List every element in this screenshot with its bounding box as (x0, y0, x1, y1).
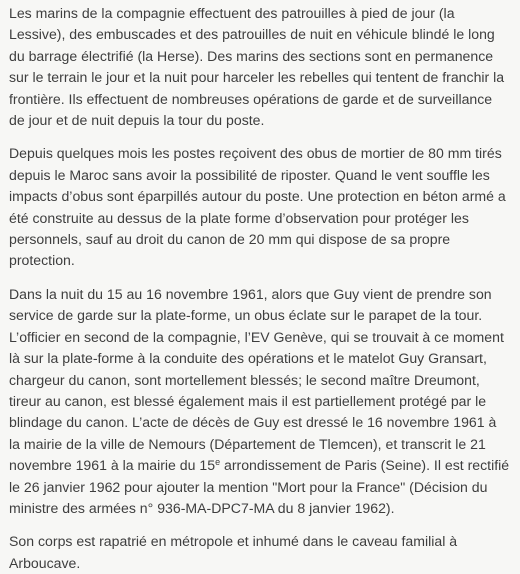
paragraph-mortar-fire: Depuis quelques mois les postes reçoivent des obus de mortier de 80 mm tirés depuis le Maroc sans avoir la possibilité de riposter. Quand le vent souffle les impacts d’obus sont éparpillés autour du poste. Une protection en béton armé a été construite au dessus de la plate forme d’observation pour protéger les personnels, sauf au droit du canon de 20 mm qui dispose de sa propre protection. (9, 145, 506, 269)
paragraph-night-attack-text-b: arrondissement de Paris (Seine). Il est rectifié le 26 janvier 1962 pour ajouter la mention "Mort pour la France" (Décision du ministre des armées n° 936-MA-DPC7-MA du 8 janvier 1962). (9, 457, 510, 516)
paragraph-burial: Son corps est rapatrié en métropole et inhumé dans le caveau familial à Arboucave. (9, 533, 458, 571)
paragraph-patrols: Les marins de la compagnie effectuent des patrouilles à pied de jour (la Lessive), des embuscades et des patrouilles de nuit en véhicule blindé le long du barrage électrifié (la Herse). Des marins des sections sont en permanence sur le terrain le jour et la nuit pour harceler les rebelles qui tentent de franchir la frontière. Ils effectuent de nombreuses opérations de garde et de surveillance de jour et de nuit depuis la tour du poste. (9, 5, 505, 129)
ordinal-superscript: e (215, 457, 221, 468)
paragraph-night-attack (9, 284, 510, 519)
paragraph-night-attack-text-a: Dans la nuit du 15 au 16 novembre 1961, alors que Guy vient de prendre son service de garde sur la plate-forme, un obus éclate sur le parapet de la tour. L’officier en second de la compagnie, l’EV Genève, qui se trouvait à ce moment là sur la plate-forme à la conduite des opérations et le matelot Guy Gransart, chargeur du canon, sont mortellement blessés; le second maître Dreumont, tireur au canon, est blessé également mais il est partiellement protégé par le blindage du canon. L’acte de décès de Guy est dressé le 16 novembre 1961 à la mairie de la ville de Nemours (Département de Tlemcen), et transcrit le 21 novembre 1961 à la mairie du 15 (9, 285, 504, 474)
